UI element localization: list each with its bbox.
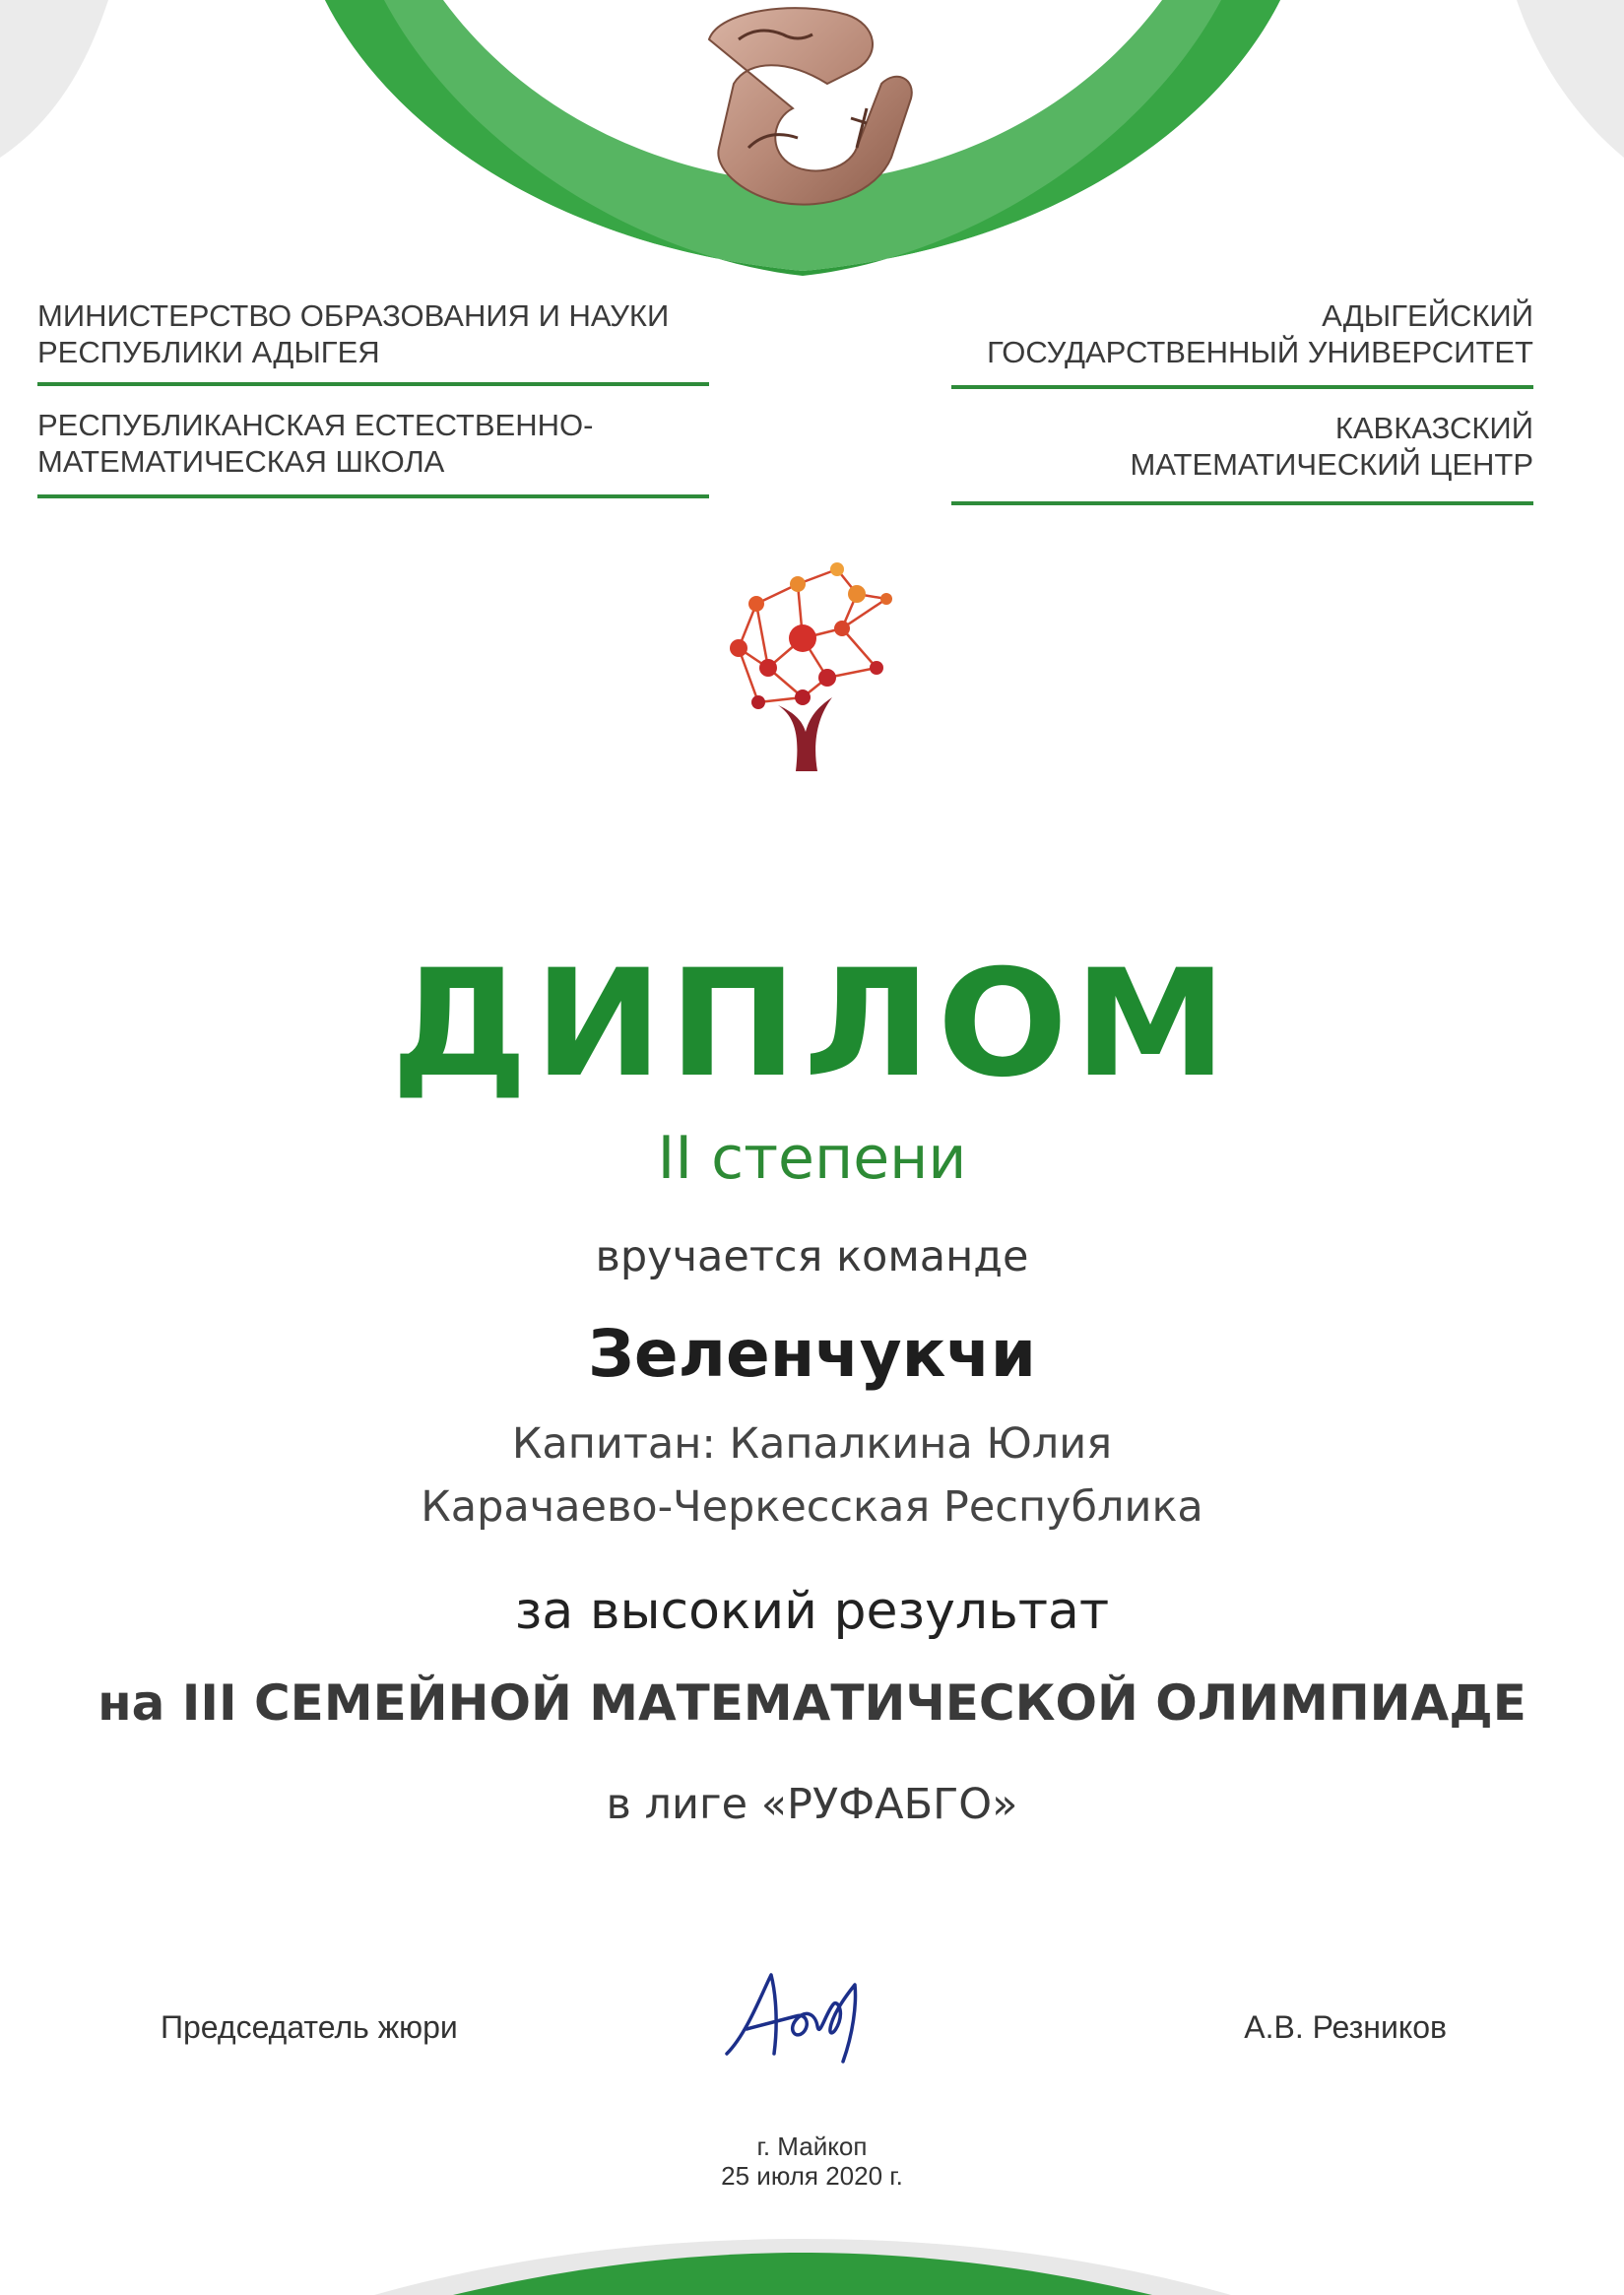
org-math-center (844, 410, 1533, 483)
diploma-degree: II степени (657, 1124, 967, 1193)
handwritten-signature (717, 1955, 884, 2073)
captain-line: Капитан: Капалкина Юлия (511, 1419, 1113, 1469)
diploma-title: ДИПЛОМ (391, 939, 1233, 1110)
issue-city: г. Майкоп (756, 2131, 868, 2161)
org-math-center-line-2: МАТЕМАТИЧЕСКИЙ ЦЕНТР (1130, 447, 1533, 482)
header-rule-left-2 (37, 494, 709, 498)
header-rule-right-2 (951, 501, 1533, 505)
org-school-line-2: МАТЕМАТИЧЕСКАЯ ШКОЛА (37, 444, 445, 479)
team-name: Зеленчукчи (587, 1316, 1037, 1392)
awarded-to-text: вручается команде (595, 1232, 1029, 1281)
org-ministry (37, 297, 727, 370)
jury-chair-name: А.В. Резников (1244, 2009, 1447, 2045)
org-school-line-1: РЕСПУБЛИКАНСКАЯ ЕСТЕСТВЕННО- (37, 408, 594, 442)
org-school (37, 407, 727, 480)
award-reason: за высокий результат (514, 1582, 1110, 1641)
bottom-green-banner (0, 2221, 1624, 2295)
region-line: Карачаево-Черкесская Республика (421, 1482, 1203, 1532)
network-tree-logo (680, 540, 926, 786)
org-math-center-line-1: КАВКАЗСКИЙ (1334, 411, 1533, 445)
header-rule-left-1 (37, 382, 709, 386)
jury-chair-label: Председатель жюри (161, 2009, 458, 2045)
org-university (844, 297, 1533, 370)
event-name: на III СЕМЕЙНОЙ МАТЕМАТИЧЕСКОЙ ОЛИМПИАДЕ (97, 1674, 1527, 1732)
bronze-mobius-emblem (680, 0, 926, 227)
issue-date: 25 июля 2020 г. (721, 2161, 903, 2191)
header-rule-right-1 (951, 385, 1533, 389)
org-university-line-1: АДЫГЕЙСКИЙ (1322, 298, 1533, 333)
org-university-line-2: ГОСУДАРСТВЕННЫЙ УНИВЕРСИТЕТ (987, 335, 1533, 369)
league-name: в лиге «РУФАБГО» (606, 1780, 1018, 1829)
org-ministry-line-1: МИНИСТЕРСТВО ОБРАЗОВАНИЯ И НАУКИ (37, 298, 670, 333)
org-ministry-line-2: РЕСПУБЛИКИ АДЫГЕЯ (37, 335, 380, 369)
